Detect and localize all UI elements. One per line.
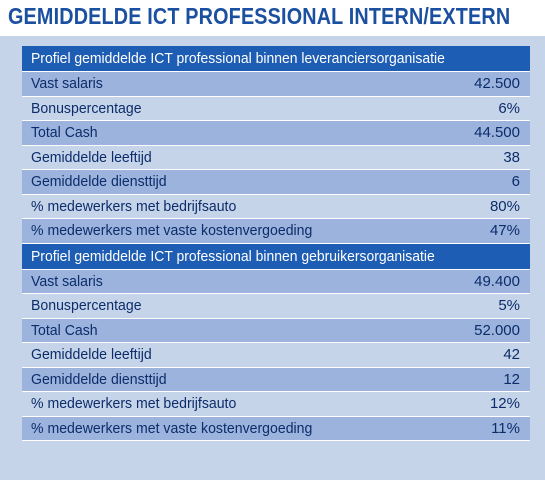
row-label: Vast salaris <box>31 272 103 290</box>
page-title: GEMIDDELDE ICT PROFESSIONAL INTERN/EXTERN <box>8 3 511 29</box>
row-value: 42.500 <box>474 75 520 92</box>
row-label: Gemiddelde diensttijd <box>31 173 167 190</box>
row-value: 44.500 <box>474 124 520 141</box>
data-table <box>22 46 530 441</box>
table-row <box>22 417 530 442</box>
row-value: 6 <box>511 173 520 190</box>
row-label: % medewerkers met vaste kostenvergoeding <box>31 419 313 437</box>
row-value: 12% <box>489 395 520 412</box>
row-label: % medewerkers met bedrijfsauto <box>31 395 237 412</box>
section-header-label: Profiel gemiddelde ICT professional binnen gebruikersorganisatie <box>31 247 435 265</box>
section-header-supplier <box>22 46 530 72</box>
row-value: 49.400 <box>474 272 520 290</box>
table-row <box>22 319 530 344</box>
row-value: 47% <box>489 222 520 239</box>
row-value: 52.000 <box>474 321 520 339</box>
table-row <box>22 270 530 295</box>
section-header-user <box>22 244 530 270</box>
row-label: % medewerkers met bedrijfsauto <box>31 197 237 215</box>
row-label: % medewerkers met vaste kostenvergoeding <box>31 222 313 239</box>
table-row <box>22 294 530 319</box>
row-value: 80% <box>489 197 520 215</box>
row-label: Gemiddelde leeftijd <box>31 346 152 363</box>
row-label: Bonuspercentage <box>31 99 142 117</box>
row-label: Total Cash <box>31 124 98 141</box>
row-value: 42 <box>503 346 520 363</box>
title-bar <box>0 0 545 36</box>
table-row <box>22 392 530 417</box>
row-label: Gemiddelde leeftijd <box>31 148 152 166</box>
row-label: Vast salaris <box>31 75 103 92</box>
table-row <box>22 146 530 171</box>
row-value: 11% <box>491 419 520 437</box>
row-value: 38 <box>503 148 520 166</box>
row-label: Gemiddelde diensttijd <box>31 370 167 388</box>
table-row <box>22 219 530 244</box>
table-row <box>22 121 530 146</box>
table-row <box>22 343 530 368</box>
table-row <box>22 170 530 195</box>
table-row <box>22 97 530 122</box>
row-value: 6% <box>498 99 520 117</box>
row-label: Total Cash <box>31 321 98 339</box>
row-value: 12 <box>503 370 520 388</box>
row-value: 5% <box>498 297 520 314</box>
row-label: Bonuspercentage <box>31 297 142 314</box>
table-row <box>22 195 530 220</box>
section-header-label: Profiel gemiddelde ICT professional binnen leveranciersorganisatie <box>31 50 445 67</box>
table-row <box>22 368 530 393</box>
table-row <box>22 72 530 97</box>
